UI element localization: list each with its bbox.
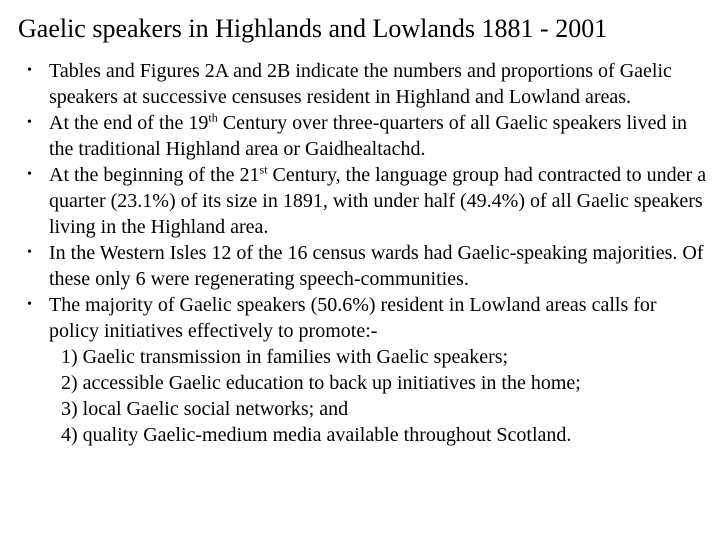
policy-item-3: 3) local Gaelic social networks; and xyxy=(61,398,349,420)
ordinal-superscript: st xyxy=(259,162,268,177)
bullet-dot-icon: • xyxy=(27,63,32,78)
bullet-item-1 xyxy=(0,58,709,110)
policy-item-4: 4) quality Gaelic-medium media available throughout Scotland. xyxy=(61,424,572,446)
bullet-dot-icon: • xyxy=(27,115,32,130)
bullet-list xyxy=(0,58,720,448)
policy-item-2: 2) accessible Gaelic education to back up initiatives in the home; xyxy=(61,372,581,394)
policy-item-1: 1) Gaelic transmission in families with Gaelic speakers; xyxy=(61,346,509,368)
bullet-text: The majority of Gaelic speakers (50.6%) resident in Lowland areas calls for policy initiatives effectively to promote:- xyxy=(49,294,657,342)
bullet-text: In the Western Isles 12 of the 16 census wards had Gaelic-speaking majorities. Of these only 6 were regenerating speech-communities. xyxy=(49,242,704,290)
bullet-item-4 xyxy=(0,240,709,292)
bullet-dot-icon: • xyxy=(27,167,32,182)
bullet-item-3 xyxy=(0,162,709,240)
ordinal-superscript: th xyxy=(208,110,218,125)
bullet-item-2 xyxy=(0,110,709,162)
bullet-text-before: At the end of the 19 xyxy=(49,112,209,134)
slide-title: Gaelic speakers in Highlands and Lowlands 1881 - 2001 xyxy=(18,14,608,43)
bullet-item-5 xyxy=(0,292,709,448)
bullet-text-after: Century over three-quarters of all Gaelic speakers lived in the traditional Highland area or Gaidhealtachd. xyxy=(49,112,688,160)
bullet-dot-icon: • xyxy=(27,297,32,312)
bullet-text: Tables and Figures 2A and 2B indicate the numbers and proportions of Gaelic speakers at successive censuses resident in Highland and Lowland areas. xyxy=(49,60,672,108)
bullet-text-before: At the beginning of the 21 xyxy=(49,164,260,186)
bullet-text-after: Century, the language group had contracted to under a quarter (23.1%) of its size in 1891, with under half (49.4%) of all Gaelic speakers living in the Highland area. xyxy=(49,164,707,238)
bullet-dot-icon: • xyxy=(27,245,32,260)
